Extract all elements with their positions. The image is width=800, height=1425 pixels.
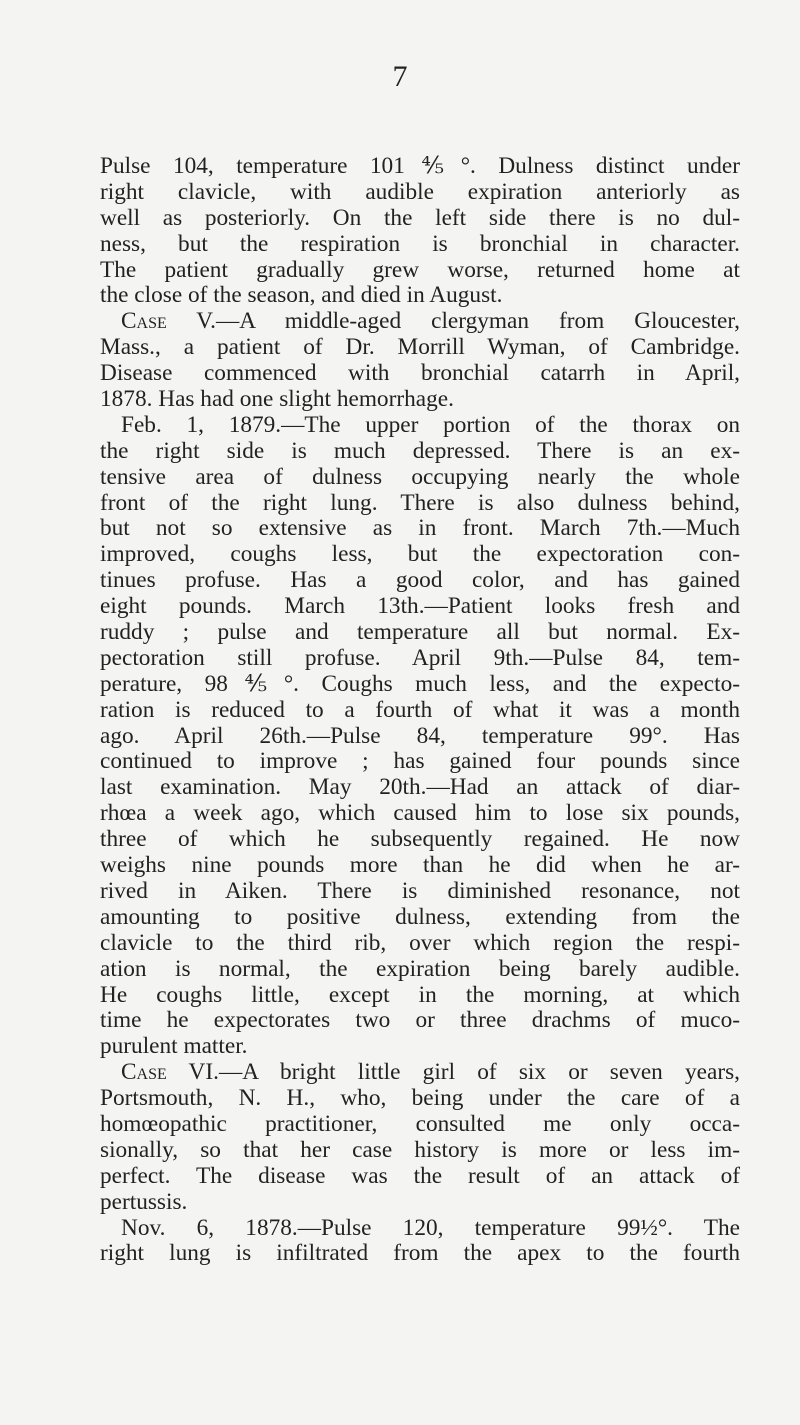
line-text: but not so extensive as in front. March 7th.—Much bbox=[100, 515, 740, 542]
line-text: He coughs little, except in the morning, at which bbox=[100, 981, 740, 1008]
case-label: Case bbox=[121, 1059, 167, 1086]
line-text: continued to improve ; has gained four pounds since bbox=[100, 748, 740, 775]
body-text bbox=[100, 154, 740, 1267]
line-text: Mass., a patient of Dr. Morrill Wyman, of Cambridge. bbox=[100, 334, 740, 361]
text-line bbox=[100, 1112, 740, 1138]
line-text: well as posteriorly. On the left side there is no dul- bbox=[100, 204, 740, 231]
line-text: rhœa a week ago, which caused him to lose six pounds, bbox=[100, 800, 740, 827]
text-line bbox=[100, 568, 740, 594]
text-line bbox=[100, 749, 740, 775]
text-line bbox=[100, 154, 740, 180]
line-text: the close of the season, and died in August. bbox=[100, 282, 503, 309]
text-line bbox=[100, 465, 740, 491]
line-text: rived in Aiken. There is diminished resonance, not bbox=[100, 877, 740, 904]
line-text: Nov. 6, 1878.—Pulse 120, temperature 99½°. The bbox=[121, 1214, 740, 1241]
line-text: tensive area of dulness occupying nearly the whole bbox=[100, 463, 740, 490]
line-text: Disease commenced with bronchial catarrh in April, bbox=[100, 360, 740, 387]
text-line bbox=[100, 283, 740, 309]
line-text: homœopathic practitioner, consulted me only occa- bbox=[100, 1110, 740, 1137]
text-line bbox=[100, 1034, 740, 1060]
text-line bbox=[100, 983, 740, 1009]
line-text: Feb. 1, 1879.—The upper portion of the thorax on bbox=[121, 411, 740, 438]
text-line bbox=[100, 361, 740, 387]
text-line bbox=[100, 879, 740, 905]
line-text: improved, coughs less, but the expectoration con- bbox=[100, 541, 740, 568]
line-text: VI.—A bright little girl of six or seven years, bbox=[166, 1059, 740, 1086]
line-text: sionally, so that her case history is more or less im- bbox=[100, 1136, 740, 1163]
text-line bbox=[100, 516, 740, 542]
page-number: 7 bbox=[392, 60, 408, 93]
text-line bbox=[100, 594, 740, 620]
text-line bbox=[100, 931, 740, 957]
line-text: ago. April 26th.—Pulse 84, temperature 99°. Has bbox=[100, 722, 740, 749]
text-line bbox=[100, 1190, 740, 1216]
text-line bbox=[100, 1138, 740, 1164]
text-line bbox=[100, 672, 740, 698]
line-text: pertussis. bbox=[100, 1188, 188, 1215]
line-text: time he expectorates two or three drachms of muco- bbox=[100, 1007, 740, 1034]
text-line bbox=[100, 413, 740, 439]
line-text: V.—A middle-aged clergyman from Gloucester, bbox=[166, 308, 740, 335]
text-line bbox=[100, 724, 740, 750]
line-text: right clavicle, with audible expiration anteriorly as bbox=[100, 178, 740, 205]
text-line bbox=[100, 1060, 740, 1086]
text-line bbox=[100, 335, 740, 361]
text-line bbox=[100, 491, 740, 517]
text-line bbox=[100, 957, 740, 983]
text-line bbox=[100, 698, 740, 724]
text-line bbox=[100, 1241, 740, 1267]
line-text: eight pounds. March 13th.—Patient looks fresh and bbox=[100, 593, 740, 620]
text-line bbox=[100, 1216, 740, 1242]
text-line bbox=[100, 258, 740, 284]
line-text: The patient gradually grew worse, returned home at bbox=[100, 256, 740, 283]
line-text: Pulse 104, temperature 101⅘°. Dulness distinct under bbox=[100, 153, 740, 179]
line-text: Portsmouth, N. H., who, being under the care of a bbox=[100, 1085, 740, 1112]
text-line bbox=[100, 827, 740, 853]
text-line bbox=[100, 180, 740, 206]
text-line bbox=[100, 309, 740, 335]
text-line bbox=[100, 1164, 740, 1190]
text-line bbox=[100, 853, 740, 879]
text-line bbox=[100, 439, 740, 465]
text-line bbox=[100, 1008, 740, 1034]
text-line bbox=[100, 1086, 740, 1112]
line-text: clavicle to the third rib, over which region the respi- bbox=[100, 929, 740, 956]
line-text: ration is reduced to a fourth of what it was a month bbox=[100, 696, 740, 723]
text-line bbox=[100, 620, 740, 646]
line-text: purulent matter. bbox=[100, 1033, 248, 1060]
line-text: tinues profuse. Has a good color, and has gained bbox=[100, 567, 740, 594]
text-line bbox=[100, 387, 740, 413]
line-text: last examination. May 20th.—Had an attack of diar- bbox=[100, 774, 740, 801]
line-text: three of which he subsequently regained. He now bbox=[100, 826, 740, 853]
text-line bbox=[100, 646, 740, 672]
line-text: ation is normal, the expiration being barely audible. bbox=[100, 955, 740, 982]
line-text: the right side is much depressed. There is an ex- bbox=[100, 437, 740, 464]
line-text: ruddy ; pulse and temperature all but normal. Ex- bbox=[100, 619, 740, 646]
line-text: perfect. The disease was the result of an attack of bbox=[100, 1162, 740, 1189]
line-text: right lung is infiltrated from the apex to the fourth bbox=[100, 1240, 740, 1267]
text-line bbox=[100, 801, 740, 827]
case-label: Case bbox=[121, 308, 167, 335]
line-text: 1878. Has had one slight hemorrhage. bbox=[100, 386, 454, 413]
text-line bbox=[100, 542, 740, 568]
line-text: ness, but the respiration is bronchial in character. bbox=[100, 230, 740, 257]
text-line bbox=[100, 232, 740, 258]
text-line bbox=[100, 905, 740, 931]
text-line bbox=[100, 775, 740, 801]
text-line bbox=[100, 206, 740, 232]
line-text: front of the right lung. There is also dulness behind, bbox=[100, 489, 740, 516]
line-text: amounting to positive dulness, extending from the bbox=[100, 903, 740, 930]
line-text: pectoration still profuse. April 9th.—Pulse 84, tem- bbox=[100, 644, 740, 671]
line-text: weighs nine pounds more than he did when he ar- bbox=[100, 852, 740, 879]
line-text: perature, 98⅘°. Coughs much less, and the expecto- bbox=[100, 670, 740, 697]
